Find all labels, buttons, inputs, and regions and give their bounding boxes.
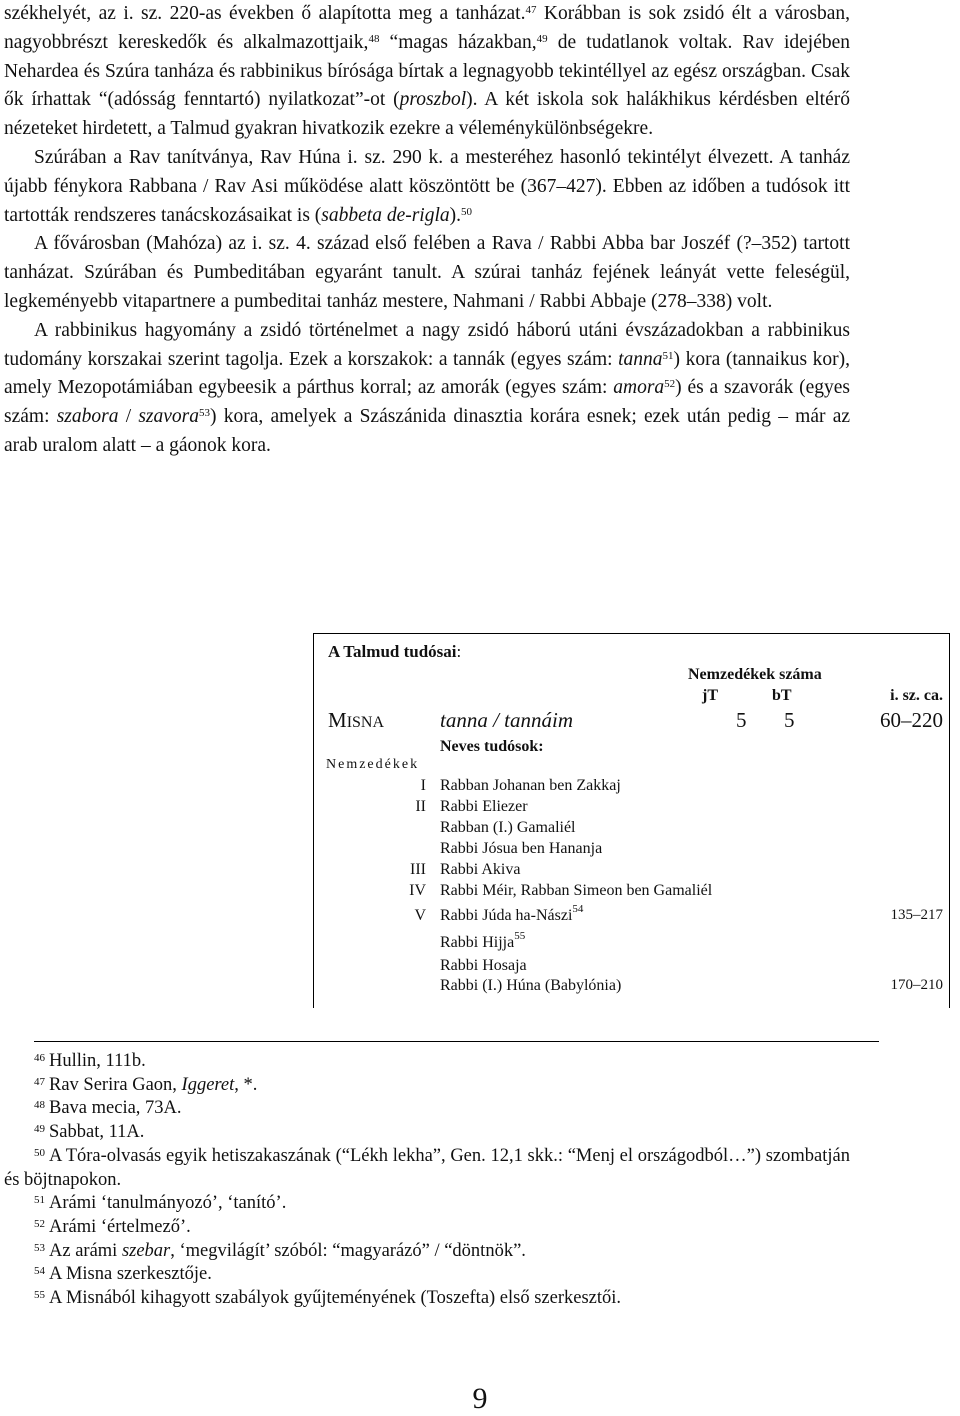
scholar-date: 135–217 (890, 907, 943, 923)
footnote-text: Az arámi (49, 1240, 122, 1261)
footnotes (0, 1050, 850, 1311)
footnote-text: A Tóra-olvasás egyik hetiszakaszának (“Lékh lekha”, Gen. 12,1 skk.: “Menj el országodból…”) szombatján és böjtnapokon. (4, 1145, 850, 1190)
scholar-name: Rabbi Akiva (440, 861, 521, 878)
footnote-number: 46 (34, 1052, 45, 1064)
scholar-name: Rabban (I.) Gamaliél (440, 819, 576, 836)
term-proszbol: proszbol (399, 89, 467, 111)
famous-scholars-header: Neves tudósok: (440, 738, 544, 755)
footnote-54 (4, 1263, 850, 1287)
generations-label: Nemzedékek (326, 757, 420, 772)
misna-bt: 5 (784, 708, 795, 732)
text-run: ) kora (tannaikus kor), amely Mezopotámiában egybeesik a párthus korral; az amorák (egyes szám: (4, 348, 850, 399)
scholar-name-text: Rabbi Hijja (440, 934, 515, 951)
text-run: de tudatlanok voltak. Rav idejében Nehardea és Szúra tanháza és rabbinikus bírósága bírtak a legnagyobb tekintéllyel az egész országban. Csak ők írhattak “(adósság fenntartó) nyilatkozat”-ot ( (4, 31, 851, 111)
footnote-ref-50[interactable]: 50 (461, 205, 473, 218)
footnote-53 (4, 1240, 850, 1264)
footnote-text: Arámi ‘tanulmányozó’, ‘tanító’. (49, 1193, 287, 1214)
text-run: ). A két iskola sok halákhikus kérdésben eltérő nézeteket hirdetett, a Talmud gyakran hivatkozik ezekre a véleménykülönbségekre. (4, 89, 851, 140)
scholar-name: Rabbi (I.) Húna (Babylónia) (440, 977, 622, 994)
footnote-text: Rav Serira Gaon, (49, 1074, 182, 1095)
footnote-text: , *. (234, 1074, 258, 1095)
footnote-text: Bava mecia, 73A. (49, 1098, 182, 1119)
footnote-text: Hullin, 111b. (49, 1051, 146, 1071)
generation-number: II (415, 798, 426, 815)
column-header-bt: bT (772, 687, 792, 704)
footnote-50 (4, 1145, 850, 1192)
main-text (0, 0, 850, 461)
text-run: “magas házakban, (379, 31, 537, 53)
misna-label (328, 708, 384, 733)
footnote-number: 51 (34, 1194, 45, 1207)
text-run: ) kora, amelyek a Szászánida dinasztia korára esnek; ezek után pedig – már az arab uralom alatt – a gáonok kora. (4, 406, 850, 456)
footnote-title: Iggeret (181, 1074, 235, 1095)
footnote-ref-55[interactable]: 55 (514, 930, 526, 942)
box-title-colon: : (456, 642, 462, 661)
footnote-number: 52 (34, 1217, 45, 1230)
box-title-text: A Talmud tudósai (328, 642, 457, 661)
text-run: székhelyét, az i. sz. 220-as években ő alapította meg a tanházat. (4, 3, 526, 24)
scholar-name: Rabban Johanan ben Zakkaj (440, 777, 621, 794)
footnote-text: A Misnából kihagyott szabályok gyűjteményének (Toszefta) első szerkesztői. (49, 1288, 622, 1309)
footnote-ref-54[interactable]: 54 (572, 903, 584, 915)
paragraph-3: A fővárosban (Mahóza) az i. sz. 4. század első felében a Rava / Rabbi Abba bar Joszéf (?–352) tartott tanházat. Szúrában és Pumbeditában egyaránt tanult. A szúrai tanház fejének leányát vette feleségül, legkeményebb vitapartnere a pumbeditai tanház mestere, Nahmani / Rabbi Abbaje (278–338) volt. (4, 233, 850, 312)
text-run: A rabbinikus hagyomány a zsidó történelmet a nagy zsidó háború utáni évszázadokban a rabbinikus tudomány korszakai szerint tagolja. Ezek a korszakok: a tannák (egyes szám: (4, 319, 850, 370)
text-run: ). (449, 204, 462, 226)
term-szabora: szabora (56, 406, 119, 428)
footnote-49 (4, 1121, 850, 1145)
footnote-number: 55 (34, 1289, 45, 1302)
page-number: 9 (472, 1382, 488, 1415)
column-header-date: i. sz. ca. (890, 687, 943, 704)
misna-initial: M (328, 708, 347, 732)
footnote-ref-51[interactable]: 51 (662, 349, 674, 362)
footnote-number: 53 (34, 1241, 45, 1254)
footnote-ref-52[interactable]: 52 (664, 378, 676, 391)
paragraph-2 (4, 144, 850, 230)
footnote-text: A Misna szerkesztője. (49, 1264, 212, 1285)
footnote-48 (4, 1097, 850, 1121)
footnote-text: Arámi ‘értelmező’. (49, 1216, 191, 1237)
footnote-51 (4, 1192, 850, 1216)
text-run: Szúrában a Rav tanítványa, Rav Húna i. sz. 290 k. a mesteréhez hasonló tekintélyt élvezett. A tanház újabb fénykora Rabbana / Rav Asi működése alatt köszöntött be (367–427). Ebben az időben a tudósok itt tartották rendszeres tanácskozásaikat is ( (4, 146, 850, 226)
generation-number: V (414, 907, 426, 924)
scholar-name: Rabbi Hosaja (440, 957, 527, 974)
term-tanna: tanna (618, 348, 663, 370)
footnote-number: 50 (34, 1146, 45, 1159)
misna-term: tanna / tannáim (440, 708, 574, 732)
footnote-55 (4, 1287, 850, 1311)
footnote-term: szebar (121, 1240, 171, 1261)
generation-number: III (410, 861, 426, 878)
scholar-name: Rabbi Méir, Rabban Simeon ben Gamaliél (440, 882, 713, 899)
paragraph-1 (4, 0, 850, 144)
term-szavora: szavora (138, 406, 199, 428)
generations-count-header: Nemzedékek száma (688, 666, 822, 683)
footnote-ref-47[interactable]: 47 (525, 4, 537, 16)
footnote-number: 49 (34, 1123, 45, 1136)
text-run: ) és a szavorák (egyes szám: (4, 377, 850, 428)
footnote-52 (4, 1216, 850, 1240)
term-sabbeta: sabbeta de-rigla (321, 204, 450, 226)
footnote-ref-48[interactable]: 48 (368, 32, 380, 45)
footnote-number: 47 (34, 1075, 45, 1088)
scholar-name (440, 903, 584, 925)
column-header-jt: jT (702, 687, 718, 704)
footnote-ref-53[interactable]: 53 (199, 407, 210, 420)
footnote-number: 54 (34, 1265, 45, 1278)
scholar-name-text: Rabbi Júda ha-Nászi (440, 907, 573, 924)
scholar-name: Rabbi Jósua ben Hananja (440, 840, 603, 857)
scholar-date: 170–210 (890, 977, 943, 993)
box-title (328, 642, 461, 662)
footnote-text: , ‘megvilágít’ szóból: “magyarázó” / “döntnök”. (170, 1240, 526, 1261)
misna-jt: 5 (736, 708, 747, 732)
footnote-text: Sabbat, 11A. (49, 1122, 145, 1143)
misna-rest: ISNA (346, 714, 385, 731)
generation-number: IV (409, 882, 426, 899)
paragraph-4 (4, 317, 850, 461)
text-run: Korábban is sok zsidó élt a városban, nagyobbrészt kereskedők és alkalmazottjaik, (4, 3, 850, 53)
footnote-47 (4, 1074, 850, 1098)
term-amora: amora (613, 377, 665, 399)
footnote-46 (4, 1050, 850, 1074)
scholar-name (440, 930, 526, 952)
footnote-separator (34, 1041, 879, 1042)
misna-date: 60–220 (880, 708, 943, 732)
footnote-ref-49[interactable]: 49 (536, 32, 548, 45)
scholar-name: Rabbi Eliezer (440, 798, 528, 815)
talmud-scholars-box (313, 633, 950, 1008)
footnote-number: 48 (34, 1099, 45, 1112)
text-run: / (118, 406, 139, 428)
generation-number: I (420, 777, 426, 794)
